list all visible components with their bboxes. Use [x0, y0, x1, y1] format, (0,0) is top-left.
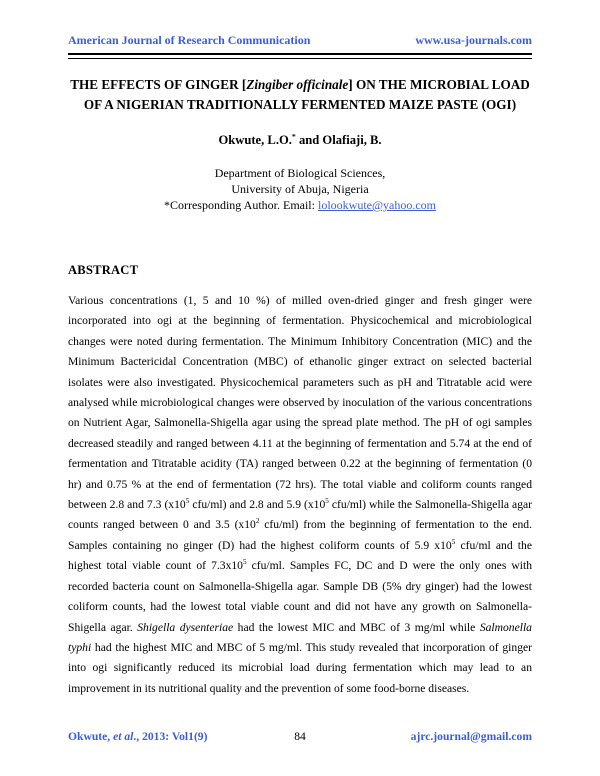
- affiliation-department: Department of Biological Sciences,: [214, 166, 386, 180]
- corresponding-author-prefix: *Corresponding Author. Email:: [163, 198, 318, 212]
- authors-line: Okwute, L.O.* and Olafiaji, B.: [218, 131, 382, 147]
- affiliation-block: [68, 165, 532, 213]
- page-header: [68, 33, 532, 48]
- header-rule: [68, 53, 532, 59]
- abstract-text: Various concentrations (1, 5 and 10 %) of milled oven-dried ginger and fresh ginger were incorporated into ogi at the beginning of fermentation. Physicochemical and microbiological changes were noted during fermentation. The Minimum Inhibitory Concentration (MIC) and the Minimum Bactericidal Concentration (MBC) of ethanolic ginger extract on selected bacterial isolates were also investigated. Physicochemical parameters such as pH and Titratable acid were analysed while microbiological changes were observed by inoculation of the various concentrations on Nutrient Agar, Salmonella-Shigella agar using the spread plate method. The pH of ogi samples decreased steadily and ranged between 4.11 at the beginning of fermentation and 5.74 at the end of fermentation and Titratable acidity (TA) ranged between 0.22 at the beginning of fermentation (0 hr) and 0.75 % at the end of fermentation (72 hrs). The total viable and coliform counts ranged between 2.8 and 7.3 ($x10^5$ cfu/ml) and 2.8 and 5.9 ($x10^5$ cfu/ml) while the Salmonella-Shigella agar counts ranged between 0 and 3.5 ($x10^2$ cfu/ml) from the beginning of fermentation to the end. Samples containing no ginger (D) had the highest coliform counts of 5.9 $x10^5$ cfu/ml and the highest total viable count of $7.3x10^5$ cfu/ml. Samples FC, DC and D were the only ones with recorded bacteria count on Salmonella-Shigella agar. Sample DB (5% dry ginger) had the lowest coliform counts, had the lowest total viable count and did not have any growth on Salmonella-Shigella agar. Shigella dysenteriae had the lowest MIC and MBC of 3 mg/ml while Salmonella typhi had the highest MIC and MBC of 5 mg/ml. This study revealed that incorporation of ginger into ogi significantly reduced its microbial load during fermentation which may lead to an improvement in its nutritional quality and the prevention of some food-borne diseases.: [68, 294, 533, 695]
- paper-title: THE EFFECTS OF GINGER [Zingiber officinale] ON THE MICROBIAL LOAD OF A NIGERIAN TRADITIONALLY FERMENTED MAIZE PASTE (OGI): [70, 77, 530, 112]
- page-footer: [68, 730, 532, 743]
- corresponding-author-line: [68, 197, 532, 213]
- corresponding-email-link[interactable]: lolookwute@yahoo.com: [317, 198, 437, 212]
- journal-name: American Journal of Research Communication: [68, 33, 311, 47]
- abstract-heading: ABSTRACT: [68, 263, 139, 277]
- journal-email-link[interactable]: ajrc.journal@gmail.com: [410, 730, 532, 743]
- journal-website-link[interactable]: www.usa-journals.com: [415, 33, 532, 47]
- page-number: 84: [294, 730, 306, 743]
- citation-text: Okwute, et al., 2013: Vol1(9): [68, 730, 208, 743]
- affiliation-university: University of Abuja, Nigeria: [231, 182, 369, 196]
